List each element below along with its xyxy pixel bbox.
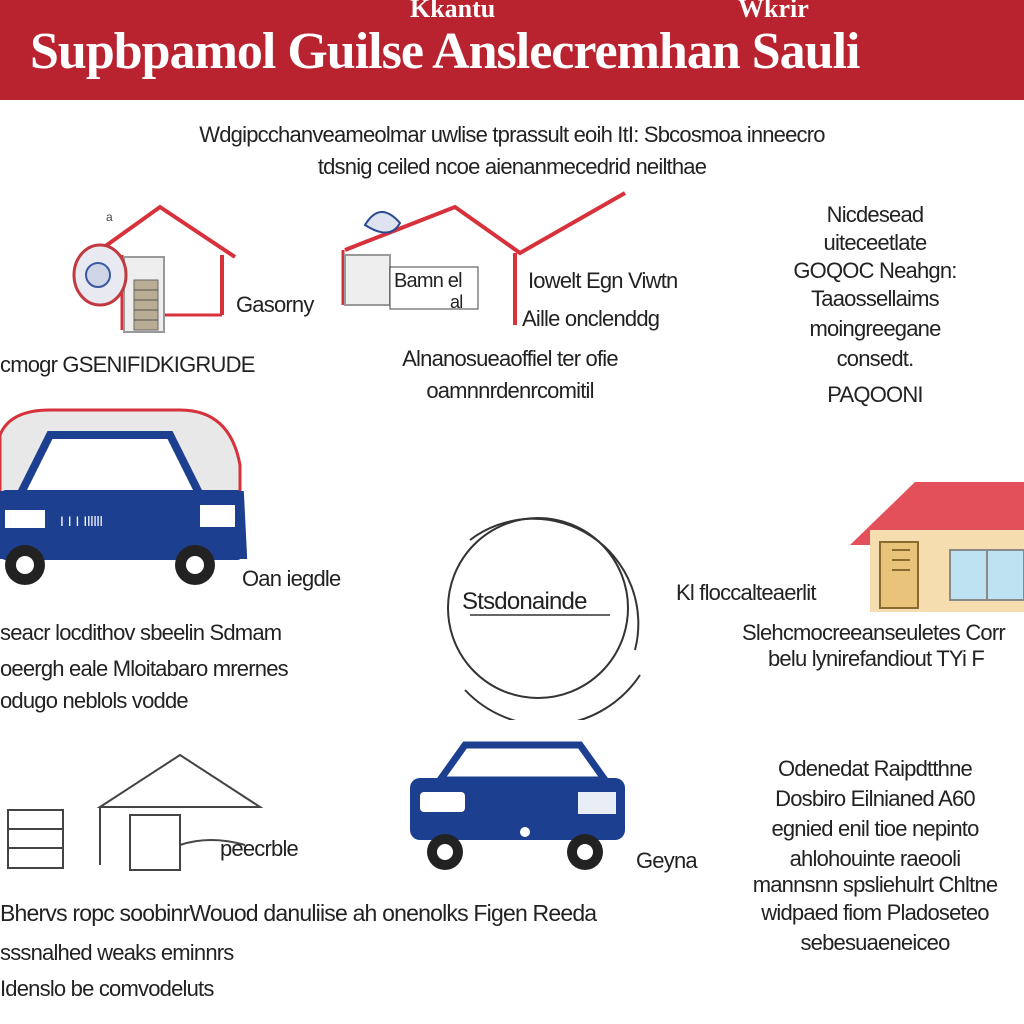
house-4-caption: peecrble (220, 836, 298, 861)
house-2-footer-line-2: oamnnrdenrcomitil (426, 378, 594, 403)
car-1-caption: Oan iegdle (242, 566, 341, 591)
house-2-sign-line-2: al (450, 292, 463, 312)
bottom-right-note-line-5: mannsnn spsliehulrt Chltne (752, 872, 998, 897)
car-2-caption: Geyna (636, 848, 697, 873)
bottom-footer-line-1: Bhervs ropc soobinrWouod danuliise ah onenolks Figen Reeda (0, 900, 597, 926)
bottom-right-note-line-6: widpaed fiom Pladoseteo (761, 900, 989, 925)
svg-text:I I I Illlll: I I I Illlll (60, 513, 103, 529)
car-2-illustration (410, 740, 640, 875)
house-3-caption: Kl floccalteaerlit (676, 580, 816, 605)
house-2-sign-line-1: Bamn el (394, 270, 462, 292)
bottom-right-note-line-4: ahlohouinte raeooli (789, 846, 961, 871)
house-1-illustration (60, 195, 260, 345)
house-3-footer-line-1: Slehcmocreeanseuletes Corr (742, 620, 1005, 645)
intro-line-1: Wdgipcchanveameolmar uwlise tprassult eoih ItI: Sbcosmoa inneecro (199, 122, 825, 147)
bottom-right-note-line-2: Dosbiro Eilnianed A60 (775, 786, 975, 811)
header-banner (0, 0, 1024, 100)
top-right-note-line-5: moingreegane (809, 316, 941, 341)
bottom-footer-line-2: sssnalhed weaks eminnrs (0, 940, 234, 965)
car-1-footer-line-2: oeergh eale Mloitabaro mrernes (0, 656, 288, 681)
top-right-note-line-1: Nicdesead (826, 202, 924, 227)
house-1-caption: Gasorny (236, 292, 314, 317)
intro-line-2: tdsnig ceiled ncoe aienanmecedrid neilthae (317, 154, 707, 179)
house-2-caption-line-2: Aille onclenddg (522, 306, 660, 331)
svg-text:a: a (106, 210, 113, 224)
car-1-footer-line-3: odugo neblols vodde (0, 688, 188, 713)
car-1-footer-line-1: seacr locdithov sbeelin Sdmam (0, 620, 282, 645)
top-right-note-line-4: Taaossellaims (811, 286, 939, 311)
center-circle-label: Stsdonainde (462, 588, 587, 615)
house-2-caption-line-1: Iowelt Egn Viwtn (528, 268, 678, 293)
bottom-right-note-line-1: Odenedat Raipdtthne (778, 756, 972, 781)
banner-top-left-text: Kkantu (410, 0, 496, 23)
house-3-illustration (840, 470, 1024, 620)
house-1-footer: cmogr GSENIFIDKIGRUDE (0, 352, 255, 377)
bottom-footer-line-3: Idenslo be comvodeluts (0, 976, 214, 1001)
top-right-note-line-6: consedt. (836, 346, 914, 371)
top-right-note-line-7: PAQOONI (827, 382, 923, 407)
bottom-right-note-line-3: egnied enil tioe nepinto (771, 816, 979, 841)
house-4-outline-illustration (0, 745, 290, 885)
top-right-note-line-2: uiteceetlate (823, 230, 927, 255)
bottom-right-note-line-7: sebesuaeneiceo (800, 930, 950, 955)
banner-top-right-text: Wkrir (738, 0, 809, 23)
top-right-note-line-3: GOQOC Neahgn: (793, 258, 957, 283)
car-1-illustration (0, 405, 250, 590)
house-3-footer-line-2: belu lynirefandiout TYi F (768, 646, 985, 671)
house-2-footer-line-1: Alnanosueaoffiel ter ofie (402, 346, 618, 371)
page-title: Supbpamol Guilse Anslecremhan Sauli (30, 23, 860, 80)
